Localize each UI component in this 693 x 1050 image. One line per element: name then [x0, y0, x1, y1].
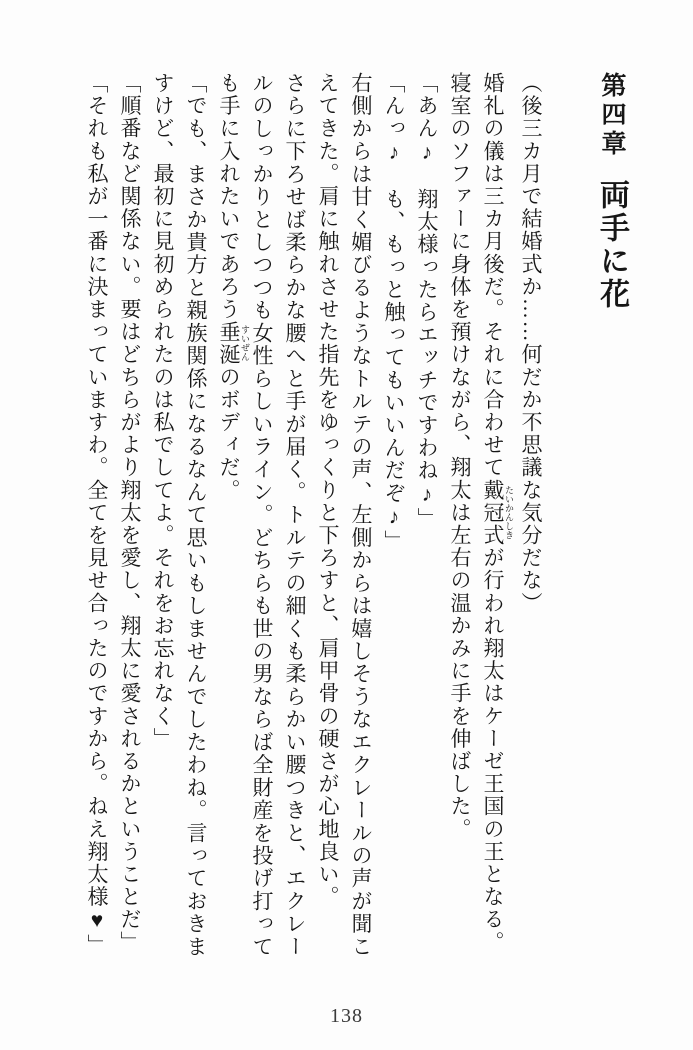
- chapter-name: 両手に花: [595, 179, 628, 311]
- paragraph: さらに下ろせば柔らかな腰へと手が届く。トルテの細くも柔らかい腰つきと、エクレールのしっかりとしつつも女性らしいライン。どちらも世の男ならば全財産を投げ打っても手に入れたいであろう垂涎 すいぜんのボディだ。: [217, 72, 307, 958]
- paragraph: 寝室のソファーに身体を預けながら、翔太は左右の温かみに手を伸ばした。: [448, 72, 472, 841]
- chapter-number: 第四章: [598, 72, 625, 159]
- paragraph: 右側からは甘く媚びるようなトルテの声、左側からは嬉しそうなエクレールの声が聞こえてきた。肩に触れさせた指先をゆっくりと下ろすと、肩甲骨の硬さが心地良い。: [316, 72, 373, 958]
- paragraph: 「順番など関係ない。要はどちらがより翔太を愛し、翔太に愛されるかということだ」: [118, 72, 142, 954]
- body-text: [80, 72, 547, 958]
- paragraph: 「でも、まさか貴方と親族関係になるなんて思いもしませんでしたわね。言っておきますけど、最初に見初められたのは私でしてよ。それをお忘れなく」: [151, 72, 208, 958]
- paragraph: 「んっ♪ も、もっと触ってもいいんだぞ♪」: [382, 72, 406, 553]
- chapter-title: [593, 72, 629, 958]
- page-number: 138: [330, 1005, 363, 1027]
- paragraph: 「あん♪ 翔太様ったらエッチですわね♪」: [415, 72, 439, 530]
- paragraph: 「それも私が一番に決まっていますわ。全てを見せ合ったのですから。ねえ翔太様♥」: [85, 72, 109, 957]
- paragraph: （後三カ月で結婚式か……何だか不思議な気分だな）: [519, 72, 543, 615]
- text-area: [80, 72, 629, 958]
- paragraph: 婚礼の儀は三カ月後だ。それに合わせて戴冠式 たいかんしきが行われ翔太はケーゼ王国の王となる。: [481, 72, 514, 954]
